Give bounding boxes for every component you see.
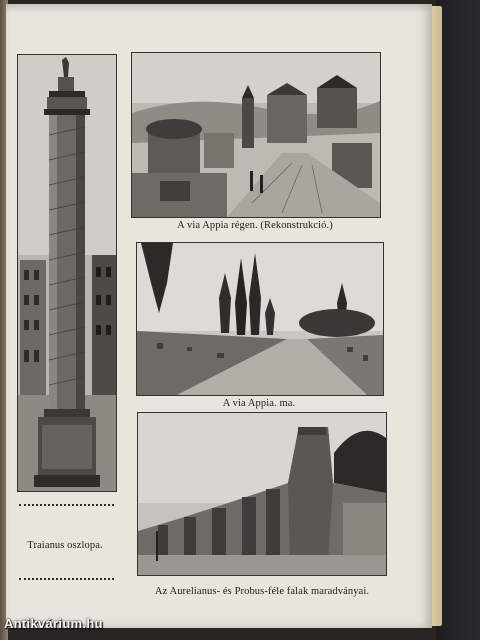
trajan-column-illustration (18, 55, 116, 491)
trajan-column-photo (17, 54, 117, 492)
aurelian-walls-illustration (138, 413, 386, 575)
via-appia-reconstruction-photo (131, 52, 381, 218)
via-appia-reconstruction-illustration (132, 53, 380, 217)
aurelian-walls-caption: Az Aurelianus- és Probus-féle falak maradványai. (154, 586, 370, 597)
dotted-separator (19, 504, 114, 506)
via-appia-reconstruction-caption: A via Appia régen. (Rekonstrukció.) (177, 220, 333, 231)
dotted-separator (19, 578, 114, 580)
book-page (6, 4, 432, 628)
watermark-antikvarium: Antikvárium.hu (4, 616, 103, 631)
book-cover (436, 0, 480, 640)
via-appia-today-illustration (137, 243, 383, 395)
via-appia-today-photo (136, 242, 384, 396)
aurelian-walls-photo (137, 412, 387, 576)
via-appia-today-caption: A via Appia. ma. (222, 398, 296, 409)
trajan-column-caption: Traianus oszlopa. (27, 540, 103, 551)
